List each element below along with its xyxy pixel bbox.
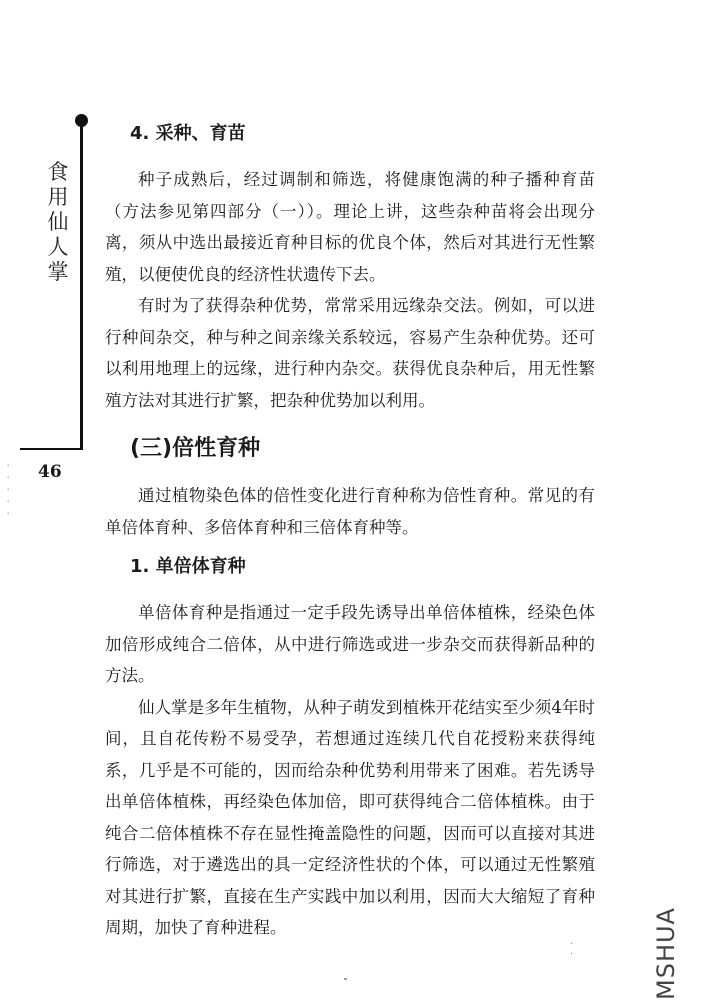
page-number: 46 [38, 462, 62, 482]
paragraph: 仙人掌是多年生植物，从种子萌发到植株开花结实至少须4年时间，且自花传粉不易受孕，若想通过连续几代自花授粉来获得纯系，几乎是不可能的，因而给杂种优势利用带来了困难。若先诱导出单倍体植株，再经染色体加倍，即可获得纯合二倍体植株。由于纯合二倍体植株不存在显性掩盖隐性的问题，因而可以直接对其进行筛选，对于遴选出的具一定经济性状的个体，可以通过无性繁殖对其进行扩繁，直接在生产实践中加以利用，因而大大缩短了育种周期，加快了育种进程。 [105, 697, 595, 937]
margin-vertical-rule [80, 124, 83, 450]
margin-ticks: ' ' ' ' ' [7, 463, 10, 520]
scan-speck [344, 978, 347, 980]
paragraph: 种子成熟后，经过调制和筛选，将健康饱满的种子播种育苗（方法参见第四部分（一））。理论上讲，这些杂种苗将会出现分离，须从中选出最接近育种目标的优良个体，然后对其进行无性繁殖，以便使优良的经济性状遗传下去。 [105, 170, 595, 284]
margin-horizontal-rule [20, 448, 83, 450]
title-char: 食 [47, 160, 69, 184]
paragraph: 有时为了获得杂种优势，常常采用远缘杂交法。例如，可以进行种间杂交，种与种之间亲缘关系较远，容易产生杂种优势。还可以利用地理上的远缘，进行种内杂交。获得优良杂种后，用无性繁殖方法对其进行扩繁，把杂种优势加以利用。 [105, 296, 595, 410]
running-book-title [46, 160, 70, 285]
title-char: 掌 [47, 260, 69, 284]
title-char: 仙 [47, 210, 69, 234]
page-content [105, 110, 595, 944]
section-heading-4: 4. 采种、育苗 [130, 123, 246, 144]
title-char: 人 [47, 235, 69, 259]
chapter-heading-three: (三)倍性育种 [130, 436, 261, 461]
scan-specks: · · [570, 939, 574, 960]
paragraph: 通过植物染色体的倍性变化进行育种称为倍性育种。常见的有单倍体育种、多倍体育种和三倍体育种等。 [105, 486, 595, 537]
paragraph: 单倍体育种是指通过一定手段先诱导出单倍体植株，经染色体加倍形成纯合二倍体，从中进行筛选或进一步杂交而获得新品种的方法。 [105, 603, 595, 685]
section-heading-1: 1. 单倍体育种 [130, 556, 246, 577]
title-char: 用 [47, 185, 69, 209]
watermark: MSHUA [652, 907, 680, 1000]
